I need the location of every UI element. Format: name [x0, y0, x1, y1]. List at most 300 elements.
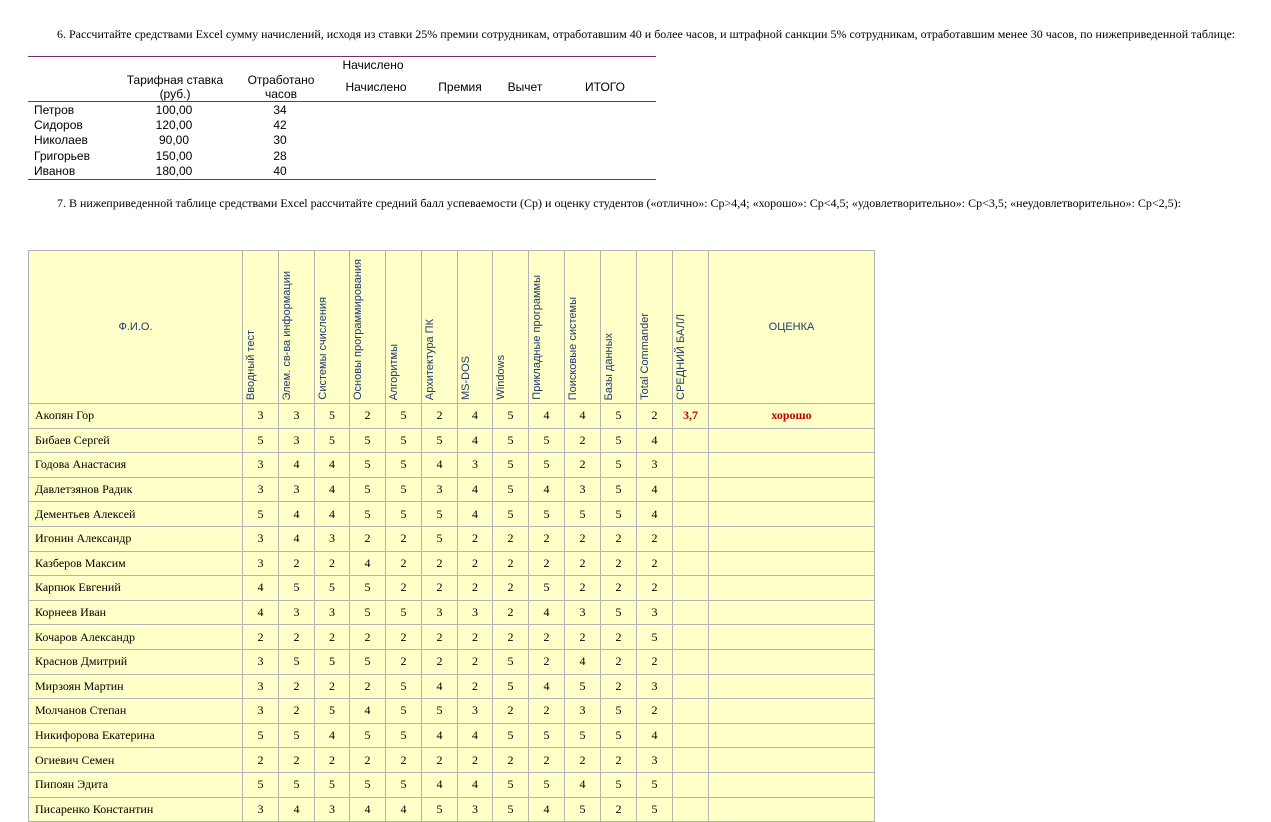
score-cell: 3 — [243, 699, 279, 724]
score-cell: 5 — [565, 674, 601, 699]
grade-cell — [709, 526, 875, 551]
score-cell: 3 — [458, 453, 493, 478]
score-cell: 2 — [637, 551, 673, 576]
score-cell: 4 — [565, 772, 601, 797]
score-cell: 4 — [529, 674, 565, 699]
grade-cell — [709, 748, 875, 773]
score-cell: 5 — [422, 699, 458, 724]
score-cell: 2 — [493, 699, 529, 724]
score-cell: 4 — [565, 404, 601, 429]
score-cell: 2 — [493, 526, 529, 551]
score-cell: 5 — [386, 772, 422, 797]
score-cell: 2 — [350, 625, 386, 650]
tariff-rate: 180,00 — [155, 163, 193, 178]
score-cell: 5 — [493, 723, 529, 748]
score-cell: 5 — [529, 428, 565, 453]
score-cell: 5 — [386, 502, 422, 527]
task-7-text: 7. В нижеприведенной таблице средствами Excel рассчитайте средний балл успеваемости (Ср) и оценку студентов («отлично»: Ср>4,4; «хорошо»: Ср<4,5; «удовлетворительно»: Ср<3,5; «неудовлетворительно»: Ср<2,5): — [57, 196, 1181, 210]
student-row — [29, 674, 875, 699]
score-cell: 3 — [279, 428, 315, 453]
score-cell: 4 — [637, 723, 673, 748]
score-cell: 4 — [458, 477, 493, 502]
grade-cell — [709, 625, 875, 650]
score-cell: 3 — [422, 600, 458, 625]
average-score-cell — [673, 453, 709, 478]
score-cell: 3 — [422, 477, 458, 502]
student-name: Дементьев Алексей — [29, 502, 243, 527]
score-cell: 5 — [279, 649, 315, 674]
score-cell: 2 — [458, 674, 493, 699]
score-cell: 4 — [279, 453, 315, 478]
score-cell: 2 — [350, 674, 386, 699]
score-cell: 5 — [386, 477, 422, 502]
score-cell: 2 — [601, 797, 637, 822]
score-cell: 4 — [422, 723, 458, 748]
score-cell: 3 — [458, 797, 493, 822]
score-cell: 5 — [315, 772, 350, 797]
salary-row — [28, 164, 656, 179]
score-cell: 3 — [243, 797, 279, 822]
score-cell: 2 — [458, 625, 493, 650]
score-cell: 4 — [315, 477, 350, 502]
student-name: Кочаров Александр — [29, 625, 243, 650]
score-cell: 3 — [243, 551, 279, 576]
score-cell: 4 — [422, 453, 458, 478]
score-cell: 4 — [529, 477, 565, 502]
student-name: Игонин Александр — [29, 526, 243, 551]
score-cell: 4 — [350, 797, 386, 822]
grade-cell — [709, 453, 875, 478]
average-score-cell — [673, 502, 709, 527]
score-cell: 5 — [386, 404, 422, 429]
rate-header: Тарифная ставка (руб.) — [126, 73, 224, 101]
score-cell: 2 — [422, 748, 458, 773]
score-cell: 4 — [529, 600, 565, 625]
grade-cell — [709, 600, 875, 625]
score-cell: 5 — [637, 772, 673, 797]
score-cell: 5 — [315, 699, 350, 724]
score-cell: 5 — [601, 453, 637, 478]
score-cell: 5 — [565, 723, 601, 748]
score-cell: 4 — [458, 723, 493, 748]
grade-cell — [709, 699, 875, 724]
grade-cell — [709, 649, 875, 674]
score-cell: 2 — [279, 748, 315, 773]
score-cell: 2 — [386, 625, 422, 650]
score-cell: 2 — [529, 526, 565, 551]
average-score-cell — [673, 723, 709, 748]
score-cell: 4 — [386, 797, 422, 822]
score-cell: 2 — [458, 748, 493, 773]
student-name: Никифорова Екатерина — [29, 723, 243, 748]
salary-row — [28, 133, 656, 148]
score-cell: 2 — [315, 674, 350, 699]
score-cell: 2 — [422, 625, 458, 650]
student-row — [29, 502, 875, 527]
score-cell: 5 — [350, 576, 386, 601]
accrued-header: Начислено — [345, 80, 407, 94]
score-cell: 5 — [386, 699, 422, 724]
score-cell: 2 — [279, 674, 315, 699]
average-score-cell — [673, 477, 709, 502]
score-cell: 2 — [422, 404, 458, 429]
average-score-cell — [673, 551, 709, 576]
score-cell: 5 — [350, 453, 386, 478]
score-cell: 4 — [350, 699, 386, 724]
score-cell: 2 — [458, 551, 493, 576]
score-cell: 2 — [386, 748, 422, 773]
score-cell: 2 — [279, 551, 315, 576]
score-cell: 5 — [279, 772, 315, 797]
subject-header: Основы программирования — [350, 251, 386, 404]
score-cell: 2 — [243, 748, 279, 773]
score-cell: 3 — [279, 600, 315, 625]
score-cell: 2 — [529, 748, 565, 773]
score-cell: 3 — [243, 526, 279, 551]
score-cell: 3 — [243, 404, 279, 429]
student-row — [29, 723, 875, 748]
student-row — [29, 551, 875, 576]
score-cell: 2 — [422, 649, 458, 674]
grade-cell: хорошо — [709, 404, 875, 429]
subject-header: Вводный тест — [243, 251, 279, 404]
grade-cell — [709, 723, 875, 748]
score-cell: 5 — [601, 772, 637, 797]
score-cell: 5 — [637, 625, 673, 650]
student-row — [29, 453, 875, 478]
average-score-cell: 3,7 — [673, 404, 709, 429]
score-cell: 5 — [493, 674, 529, 699]
score-cell: 5 — [422, 428, 458, 453]
student-name: Пипоян Эдита — [29, 772, 243, 797]
score-cell: 4 — [279, 797, 315, 822]
score-cell: 3 — [279, 404, 315, 429]
score-cell: 3 — [458, 699, 493, 724]
score-cell: 5 — [422, 797, 458, 822]
score-cell: 5 — [601, 502, 637, 527]
score-cell: 3 — [315, 526, 350, 551]
score-cell: 3 — [458, 600, 493, 625]
employee-name: Иванов — [34, 163, 76, 178]
grade-cell — [709, 428, 875, 453]
score-cell: 2 — [529, 551, 565, 576]
salary-table-header-rule — [28, 101, 656, 102]
student-name: Краснов Дмитрий — [29, 649, 243, 674]
average-score-cell — [673, 772, 709, 797]
score-cell: 3 — [315, 600, 350, 625]
employee-name: Сидоров — [34, 118, 83, 133]
score-cell: 4 — [243, 576, 279, 601]
score-cell: 2 — [243, 625, 279, 650]
subject-header: Базы данных — [601, 251, 637, 404]
score-cell: 2 — [493, 551, 529, 576]
score-cell: 2 — [637, 526, 673, 551]
average-score-cell — [673, 674, 709, 699]
score-cell: 3 — [637, 748, 673, 773]
score-cell: 2 — [493, 600, 529, 625]
score-cell: 5 — [493, 649, 529, 674]
salary-group-header: Начислено — [342, 58, 404, 72]
score-cell: 5 — [350, 600, 386, 625]
score-cell: 5 — [493, 453, 529, 478]
score-cell: 2 — [386, 526, 422, 551]
average-score-cell — [673, 576, 709, 601]
score-cell: 5 — [386, 453, 422, 478]
bonus-header: Премия — [438, 80, 482, 94]
score-cell: 5 — [422, 526, 458, 551]
student-row — [29, 649, 875, 674]
score-cell: 4 — [458, 404, 493, 429]
tariff-rate: 90,00 — [158, 133, 190, 148]
score-cell: 5 — [350, 772, 386, 797]
score-cell: 2 — [529, 699, 565, 724]
score-cell: 2 — [458, 526, 493, 551]
student-row — [29, 625, 875, 650]
score-cell: 5 — [529, 453, 565, 478]
score-cell: 2 — [493, 748, 529, 773]
tariff-rate: 100,00 — [155, 103, 193, 117]
score-cell: 4 — [458, 428, 493, 453]
hours-worked: 28 — [273, 148, 287, 163]
employee-name: Петров — [34, 103, 75, 117]
salary-table — [28, 56, 656, 180]
student-row — [29, 600, 875, 625]
average-score-cell — [673, 625, 709, 650]
score-cell: 5 — [493, 502, 529, 527]
score-cell: 5 — [350, 723, 386, 748]
average-score-cell — [673, 748, 709, 773]
student-name: Бибаев Сергей — [29, 428, 243, 453]
tariff-rate: 120,00 — [155, 118, 193, 133]
score-cell: 5 — [601, 723, 637, 748]
score-cell: 3 — [565, 699, 601, 724]
grade-cell — [709, 551, 875, 576]
score-cell: 5 — [386, 428, 422, 453]
deduction-header: Вычет — [507, 80, 543, 94]
score-cell: 3 — [243, 649, 279, 674]
student-row — [29, 428, 875, 453]
grade-cell — [709, 477, 875, 502]
score-cell: 5 — [243, 723, 279, 748]
average-score-cell — [673, 797, 709, 822]
tariff-rate: 150,00 — [155, 148, 193, 163]
subject-header: Windows — [493, 251, 529, 404]
score-cell: 4 — [315, 502, 350, 527]
task-6-text: 6. Рассчитайте средствами Excel сумму начислений, исходя из ставки 25% премии сотрудникам, отработавшим 40 и более часов, и штрафной санкции 5% сотрудникам, отработавшим менее 30 часов, по нижеприведенной таблице: — [57, 27, 1236, 41]
score-cell: 2 — [422, 551, 458, 576]
student-row — [29, 748, 875, 773]
score-cell: 4 — [458, 502, 493, 527]
score-cell: 3 — [243, 674, 279, 699]
student-name: Мирзоян Мартин — [29, 674, 243, 699]
student-name: Давлетзянов Радик — [29, 477, 243, 502]
score-cell: 2 — [529, 649, 565, 674]
score-cell: 2 — [601, 526, 637, 551]
score-cell: 2 — [315, 625, 350, 650]
score-cell: 2 — [493, 576, 529, 601]
score-cell: 4 — [350, 551, 386, 576]
score-cell: 4 — [637, 477, 673, 502]
score-cell: 5 — [493, 797, 529, 822]
score-cell: 2 — [279, 625, 315, 650]
salary-row — [28, 103, 656, 118]
score-cell: 5 — [279, 576, 315, 601]
student-row — [29, 477, 875, 502]
score-cell: 2 — [386, 649, 422, 674]
grade-header: ОЦЕНКА — [709, 251, 875, 404]
score-cell: 5 — [529, 723, 565, 748]
hours-worked: 34 — [273, 103, 287, 117]
score-cell: 4 — [315, 723, 350, 748]
hours-worked: 40 — [273, 163, 287, 178]
average-score-cell — [673, 600, 709, 625]
subject-header: Системы счисления — [315, 251, 350, 404]
score-cell: 4 — [279, 502, 315, 527]
hours-header: Отработано часов — [247, 73, 315, 101]
score-cell: 2 — [315, 551, 350, 576]
salary-row — [28, 149, 656, 164]
student-row — [29, 576, 875, 601]
score-cell: 5 — [565, 502, 601, 527]
student-row — [29, 404, 875, 429]
score-cell: 2 — [565, 526, 601, 551]
score-cell: 3 — [279, 477, 315, 502]
score-cell: 5 — [601, 428, 637, 453]
score-cell: 2 — [350, 748, 386, 773]
score-cell: 2 — [350, 526, 386, 551]
student-name: Годова Анастасия — [29, 453, 243, 478]
score-cell: 3 — [637, 453, 673, 478]
score-cell: 5 — [493, 404, 529, 429]
score-cell: 2 — [601, 649, 637, 674]
score-cell: 5 — [243, 428, 279, 453]
average-score-cell — [673, 526, 709, 551]
subject-header: Поисковые системы — [565, 251, 601, 404]
score-cell: 3 — [637, 600, 673, 625]
score-cell: 3 — [565, 600, 601, 625]
score-cell: 2 — [422, 576, 458, 601]
grades-table — [28, 250, 875, 822]
score-cell: 2 — [565, 576, 601, 601]
score-cell: 4 — [315, 453, 350, 478]
grade-cell — [709, 576, 875, 601]
score-cell: 5 — [386, 723, 422, 748]
student-name: Писаренко Константин — [29, 797, 243, 822]
score-cell: 2 — [279, 699, 315, 724]
score-cell: 5 — [386, 674, 422, 699]
score-cell: 3 — [243, 477, 279, 502]
grade-cell — [709, 797, 875, 822]
score-cell: 5 — [350, 428, 386, 453]
score-cell: 2 — [529, 625, 565, 650]
score-cell: 5 — [601, 699, 637, 724]
average-score-cell — [673, 699, 709, 724]
score-cell: 2 — [601, 748, 637, 773]
score-cell: 2 — [458, 576, 493, 601]
score-cell: 2 — [601, 625, 637, 650]
score-cell: 2 — [458, 649, 493, 674]
score-cell: 2 — [637, 576, 673, 601]
student-name: Огиевич Семен — [29, 748, 243, 773]
student-row — [29, 772, 875, 797]
score-cell: 5 — [637, 797, 673, 822]
score-cell: 5 — [422, 502, 458, 527]
score-cell: 4 — [458, 772, 493, 797]
total-header: ИТОГО — [585, 80, 625, 94]
score-cell: 5 — [315, 649, 350, 674]
score-cell: 5 — [243, 772, 279, 797]
score-cell: 2 — [315, 748, 350, 773]
score-cell: 5 — [529, 576, 565, 601]
employee-name: Григорьев — [34, 148, 90, 163]
grade-cell — [709, 772, 875, 797]
score-cell: 2 — [637, 404, 673, 429]
student-row — [29, 526, 875, 551]
score-cell: 5 — [565, 797, 601, 822]
score-cell: 4 — [422, 674, 458, 699]
score-cell: 2 — [565, 453, 601, 478]
hours-worked: 42 — [273, 118, 287, 133]
score-cell: 5 — [529, 772, 565, 797]
score-cell: 2 — [601, 551, 637, 576]
score-cell: 5 — [315, 428, 350, 453]
score-cell: 3 — [637, 674, 673, 699]
average-score-cell — [673, 428, 709, 453]
subject-header: Прикладные программы — [529, 251, 565, 404]
score-cell: 2 — [637, 699, 673, 724]
student-name: Молчанов Степан — [29, 699, 243, 724]
score-cell: 4 — [637, 502, 673, 527]
score-cell: 2 — [386, 576, 422, 601]
score-cell: 2 — [350, 404, 386, 429]
subject-header: Алгоритмы — [386, 251, 422, 404]
score-cell: 5 — [386, 600, 422, 625]
average-score-cell — [673, 649, 709, 674]
score-cell: 3 — [243, 453, 279, 478]
score-cell: 4 — [637, 428, 673, 453]
student-name: Корнеев Иван — [29, 600, 243, 625]
salary-table-top-rule — [28, 56, 656, 57]
score-cell: 5 — [601, 477, 637, 502]
score-cell: 5 — [350, 502, 386, 527]
student-name: Казберов Максим — [29, 551, 243, 576]
hours-worked: 30 — [273, 133, 287, 148]
score-cell: 2 — [493, 625, 529, 650]
score-cell: 5 — [315, 404, 350, 429]
student-row — [29, 699, 875, 724]
score-cell: 5 — [601, 600, 637, 625]
score-cell: 2 — [386, 551, 422, 576]
score-cell: 4 — [243, 600, 279, 625]
score-cell: 5 — [350, 649, 386, 674]
score-cell: 5 — [529, 502, 565, 527]
student-row — [29, 797, 875, 822]
salary-table-bottom-rule — [28, 179, 656, 180]
score-cell: 2 — [601, 674, 637, 699]
score-cell: 4 — [422, 772, 458, 797]
score-cell: 4 — [279, 526, 315, 551]
score-cell: 5 — [243, 502, 279, 527]
score-cell: 5 — [315, 576, 350, 601]
score-cell: 4 — [529, 404, 565, 429]
subject-header: Элем. св-ва информации — [279, 251, 315, 404]
score-cell: 4 — [529, 797, 565, 822]
score-cell: 5 — [279, 723, 315, 748]
employee-name: Николаев — [34, 133, 88, 148]
score-cell: 3 — [565, 477, 601, 502]
score-cell: 2 — [565, 551, 601, 576]
score-cell: 5 — [601, 404, 637, 429]
